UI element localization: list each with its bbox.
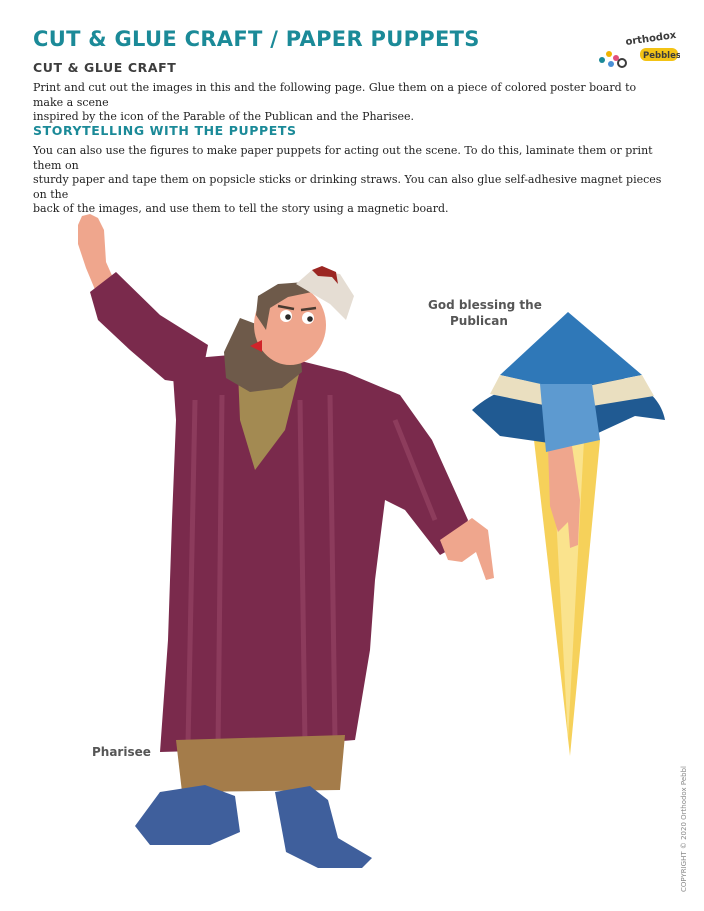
god-blessing-caption-line2: Publican	[450, 314, 508, 328]
text-line: Print and cut out the images in this and the following page. Glue them on a piece of colored poster board to make a scene	[33, 81, 637, 109]
text-line: You can also use the figures to make paper puppets for acting out the scene. To do this, laminate them or print them on	[33, 144, 653, 172]
god-blessing-caption-line1: God blessing the	[428, 298, 542, 312]
page-title: CUT & GLUE CRAFT / PAPER PUPPETS	[33, 27, 480, 51]
section-heading-cut-glue: CUT & GLUE CRAFT	[33, 60, 177, 75]
copyright-notice: COPYRIGHT © 2020 Orthodox Pebbl	[680, 766, 688, 892]
pharisee-caption: Pharisee	[92, 745, 151, 759]
text-line: back of the images, and use them to tell the story using a magnetic board.	[33, 202, 449, 215]
section-heading-storytelling: STORYTELLING WITH THE PUPPETS	[33, 123, 297, 138]
text-line: sturdy paper and tape them on popsicle sticks or drinking straws. You can also glue self-adhesive magnet pieces on the	[33, 173, 662, 201]
svg-text:Pebbles: Pebbles	[643, 51, 680, 61]
text-line: inspired by the icon of the Parable of the Publican and the Pharisee.	[33, 110, 415, 123]
svg-text:orthodox: orthodox	[624, 30, 677, 48]
